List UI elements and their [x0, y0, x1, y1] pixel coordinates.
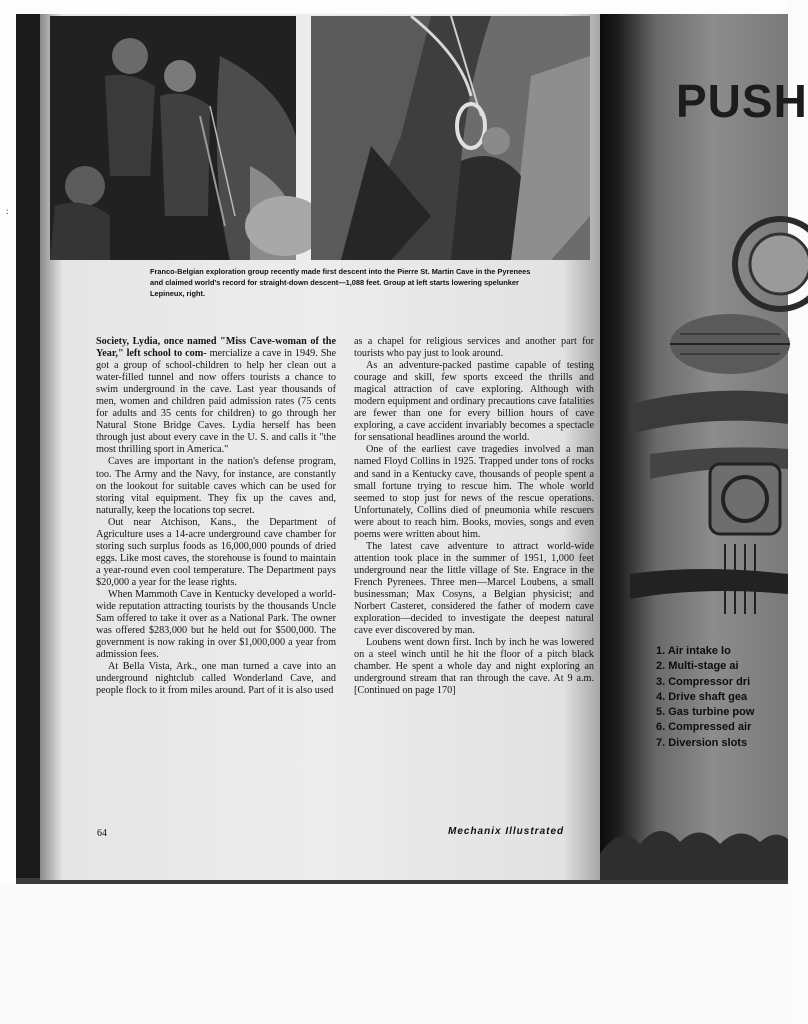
- list-item: 5. Gas turbine pow: [656, 706, 755, 719]
- list-item: 6. Compressed air: [656, 721, 752, 734]
- foliage-illustration: [600, 814, 788, 880]
- page-number: 64: [97, 828, 107, 839]
- photo-caption: Franco-Belgian exploration group recently made first descent into the Pierre St. Martin Cave in the Pyrenees and claimed world's record for straight-down descent—1,088 feet. Group at left starts lowering spelunker Lepineux, right.: [150, 267, 531, 298]
- margin-mark: :: [6, 206, 9, 216]
- article-column-right: [354, 336, 594, 697]
- photo-exploration-group: [50, 16, 296, 260]
- adjacent-page-title: PUSH: [676, 75, 808, 127]
- list-item: 3. Compressor dri: [656, 675, 751, 688]
- paragraph: When Mammoth Cave in Kentucky developed a world-wide reputation attracting tourists by the thousands Uncle Sam offered to take it over as a National Park. The owner was offered $283,000 but he held out for $500,000. The government is now raking in over $1,000,000 a year from admission fees.: [96, 588, 336, 661]
- paragraph: The latest cave adventure to attract world-wide attention took place in the summer of 1951, 1,000 feet underground near the little village of Ste. Engrace in the French Pyrenees. Three men—Marcel Loubens, a small businessman; Max Cosyns, a Belgian physicist; and Norbert Casteret, considered the father of modern cave exploration—decided to investigate the deepest natural cave ever discovered by man.: [354, 540, 594, 637]
- adjacent-page: [600, 14, 808, 880]
- paragraph: Society, Lydia, once named "Miss Cave-woman of the Year," left school to com- mercialize a cave in 1949. She got a group of school-children to help her clean out a water-filled tunnel and now offers tourists a chance to swim underground in the cave. Last year thousands of men, women and children paid admission rates (75 cents for adults and 35 cents for children) to go through her Natural Stone Bridge Caves. Lydia herself has been through just about every cave in the U. S. and calls it "the most thrilling sport in America.": [96, 336, 336, 456]
- list-item: 1. Air intake lo: [656, 645, 731, 657]
- photo-descent-rope: [311, 16, 590, 260]
- list-item: 2. Multi-stage ai: [656, 660, 739, 673]
- paragraph: Loubens went down first. Inch by inch he was lowered on a steel winch until he hit the floor of a pitch black chamber. He spent a whole day and night exploring an underground stream that ran through the cave. At 9 a.m. [Continued on page 170]: [354, 637, 594, 697]
- article-column-left: [96, 336, 336, 697]
- adjacent-page-list: [656, 644, 754, 751]
- list-item: 7. Diversion slots: [656, 736, 748, 749]
- paragraph: Caves are important in the nation's defense program, too. The Army and the Navy, for instance, are constantly on the lookout for suitable caves which can be used for storing vital equipment. They fix up the caves and, naturally, keep the locations top secret.: [96, 456, 336, 516]
- list-item: 4. Drive shaft gea: [656, 690, 748, 703]
- magazine-title: Mechanix Illustrated: [448, 826, 565, 837]
- paragraph: As an adventure-packed pastime capable of testing courage and skill, few sports exceed the thrills and magical attraction of cave exploring. Although with modern equipment and ordinary precautions cave fatalities are fewer than one for every billion hours of cave exploring, a cave accident invariably becomes a spectacle for sensational headlines around the world.: [354, 360, 594, 444]
- engine-illustration: [630, 194, 788, 634]
- paragraph: as a chapel for religious services and another part for tourists who pay just to look around.: [354, 336, 594, 360]
- paragraph: Out near Atchison, Kans., the Department of Agriculture uses a 14-acre underground cave chamber for storing such surplus foods as 16,000,000 pounds of dried eggs. Like most caves, the storehouse is found to maintain a year-round even cool temperature. The Department pays $20,000 a year for the lease rights.: [96, 516, 336, 588]
- paragraph: One of the earliest cave tragedies involved a man named Floyd Collins in 1925. Trapped under tons of rocks and sand in a Kentucky cave, thousands of people spent a small fortune trying to rescue him. The whole world seemed to stop just for news of the rescue operations. Unfortunately, Collins died of pneumonia while rescuers were about to reach him. Books, movies, songs and even poems were written about him.: [354, 444, 594, 540]
- scan-bottom-margin: [0, 884, 788, 1024]
- paragraph: At Bella Vista, Ark., one man turned a cave into an underground nightclub called Wonderland Cave, and people flock to it from miles around. Part of it is also used: [96, 661, 336, 697]
